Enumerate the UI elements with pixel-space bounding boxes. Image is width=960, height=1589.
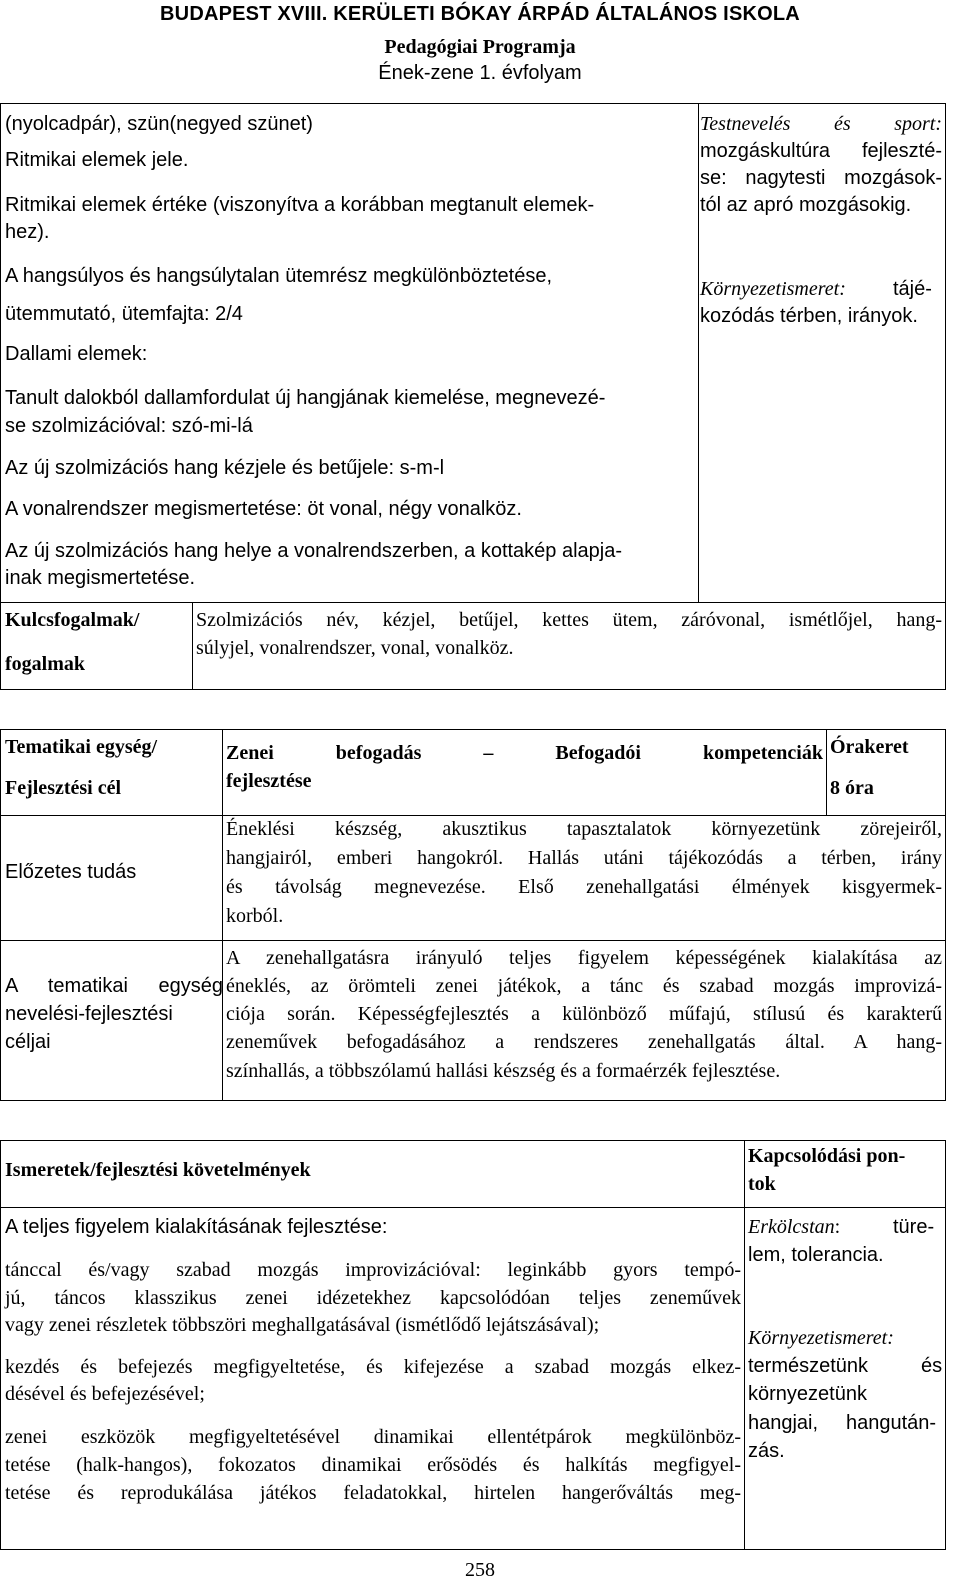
connections-header: Kapcsolódási pon-	[748, 1145, 906, 1167]
connections-header: tok	[748, 1173, 776, 1195]
theme-title: fejlesztése	[226, 770, 312, 792]
content-line: hez).	[5, 221, 50, 243]
requirement-line: zenei eszközök megfigyeltetésével dinamikai ellentétpárok megkülönböz-	[5, 1426, 741, 1448]
content-line: Ritmikai elemek jele.	[5, 149, 189, 171]
connection-line: hangjai,	[748, 1412, 819, 1434]
prior-knowledge-text: korból.	[226, 905, 284, 927]
connection-line: tájé-	[893, 278, 932, 300]
connection-line: lem, tolerancia.	[748, 1244, 884, 1266]
prior-knowledge-text: Éneklési készség, akusztikus tapasztalatok környezetünk zörejeiről,	[226, 818, 942, 840]
env-subject-label: Környezetismeret:	[700, 278, 846, 300]
goals-text: éneklés, az örömteli zenei játékok, a tánc és szabad mozgás improvizá-	[226, 975, 942, 997]
requirement-intro: A teljes figyelem kialakításának fejlesztése:	[5, 1216, 388, 1238]
requirement-line: kezdés és befejezés megfigyeltetése, és kifejezése a szabad mozgás elkez-	[5, 1356, 741, 1378]
content-line: A vonalrendszer megismertetése: öt vonal, négy vonalköz.	[5, 498, 522, 520]
requirements-header: Ismeretek/fejlesztési követelmények	[5, 1159, 311, 1181]
content-line: A hangsúlyos és hangsúlytalan ütemrész megkülönböztetése,	[5, 265, 553, 287]
content-line: ütemmutató, ütemfajta: 2/4	[5, 303, 243, 325]
goals-text: zeneművek befogadásához a rendszeres zenehallgatás által. A hang-	[226, 1031, 942, 1053]
goals-label: nevelési-fejlesztési	[5, 1003, 173, 1025]
connection-line: türe-	[893, 1216, 935, 1238]
goals-text: ciója során. Képességfejlesztés a különböző műfajú, stílusú és karakterű	[226, 1003, 942, 1025]
content-line: Az új szolmizációs hang helye a vonalrendszerben, a kottakép alapja-	[5, 540, 623, 562]
goals-label: A tematikai egység	[5, 975, 223, 997]
key-concepts-label: fogalmak	[5, 653, 85, 675]
program-title: Pedagógiai Programja	[384, 36, 576, 58]
prior-knowledge-text: és távolság megnevezése. Első zenehallgatási élmények kisgyermek-	[226, 876, 942, 898]
content-line: Ritmikai elemek értéke (viszonyítva a korábban megtanult elemek-	[5, 194, 595, 216]
prior-knowledge-text: hangjairól, emberi hangokról. Hallás utáni tájékozódás a térben, irány	[226, 847, 942, 869]
connection-line: természetünk	[748, 1355, 869, 1377]
requirement-line: tetése és reprodukálása játékos feladatokkal, hirtelen hangerőváltás meg-	[5, 1482, 741, 1504]
requirement-line: désével és befejezésével;	[5, 1383, 205, 1405]
page-number: 258	[465, 1559, 495, 1581]
requirement-line: vagy zenei részletek többszöri meghallgatásával (ismétlődő lejátszásával);	[5, 1314, 600, 1336]
ethics-colon: :	[834, 1216, 841, 1238]
theme-unit-label: Fejlesztési cél	[5, 777, 122, 799]
connection-line: zás.	[748, 1440, 785, 1462]
content-line: Dallami elemek:	[5, 343, 148, 365]
key-concepts-text: Szolmizációs név, kézjel, betűjel, kettes ütem, záróvonal, ismétlőjel, hang-	[196, 609, 942, 631]
key-concepts-text: súlyjel, vonalrendszer, vonal, vonalköz.	[196, 637, 514, 659]
prior-knowledge-label: Előzetes tudás	[5, 861, 137, 883]
connection-line: tól az apró mozgásokig.	[700, 194, 912, 216]
hours-value: 8 óra	[830, 777, 874, 799]
requirement-line: tánccal és/vagy szabad mozgás improvizációval: leginkább gyors tempó-	[5, 1259, 741, 1281]
ethics-subject	[748, 1213, 840, 1242]
connection-line: és	[921, 1355, 943, 1377]
theme-title: Zenei befogadás – Befogadói kompetenciák	[226, 742, 823, 764]
ethics-label: Erkölcstan	[748, 1216, 835, 1238]
connection-line: kozódás térben, irányok.	[700, 305, 918, 327]
goals-text: A zenehallgatásra irányuló teljes figyelem képességének kialakítása az	[226, 947, 942, 969]
goals-text: színhallás, a többszólamú hallási készség és a formaérzék fejlesztése.	[226, 1060, 781, 1082]
theme-unit-label: Tematikai egység/	[5, 736, 158, 758]
requirement-line: jú, táncos klasszikus zenei idézetekhez kapcsolódóan teljes zeneművek	[5, 1287, 741, 1309]
hours-label: Órakeret	[830, 736, 909, 758]
content-line: (nyolcadpár), szün(negyed szünet)	[5, 113, 313, 135]
connection-line: hangután-	[846, 1412, 937, 1434]
env-subject-label: Környezetismeret:	[748, 1327, 894, 1349]
pe-subject-label: Testnevelés és sport:	[700, 113, 942, 135]
content-line: inak megismertetése.	[5, 567, 196, 589]
connection-line: mozgáskultúra fejleszté-	[700, 140, 942, 162]
content-line: se szolmizációval: szó-mi-lá	[5, 415, 253, 437]
subject-subtitle: Ének-zene 1. évfolyam	[378, 62, 582, 84]
requirement-line: tetése (halk-hangos), fokozatos dinamikai erősödés és halkítás megfigyel-	[5, 1454, 741, 1476]
school-name: BUDAPEST XVIII. KERÜLETI BÓKAY ÁRPÁD ÁLTALÁNOS ISKOLA	[160, 3, 800, 25]
content-line: Az új szolmizációs hang kézjele és betűjele: s-m-l	[5, 457, 445, 479]
content-line: Tanult dalokból dallamfordulat új hangjának kiemelése, megnevezé-	[5, 387, 606, 409]
goals-label: céljai	[5, 1031, 51, 1053]
connection-line: se: nagytesti mozgások-	[700, 167, 942, 189]
connection-line: környezetünk	[748, 1383, 867, 1405]
key-concepts-label: Kulcsfogalmak/	[5, 609, 140, 631]
